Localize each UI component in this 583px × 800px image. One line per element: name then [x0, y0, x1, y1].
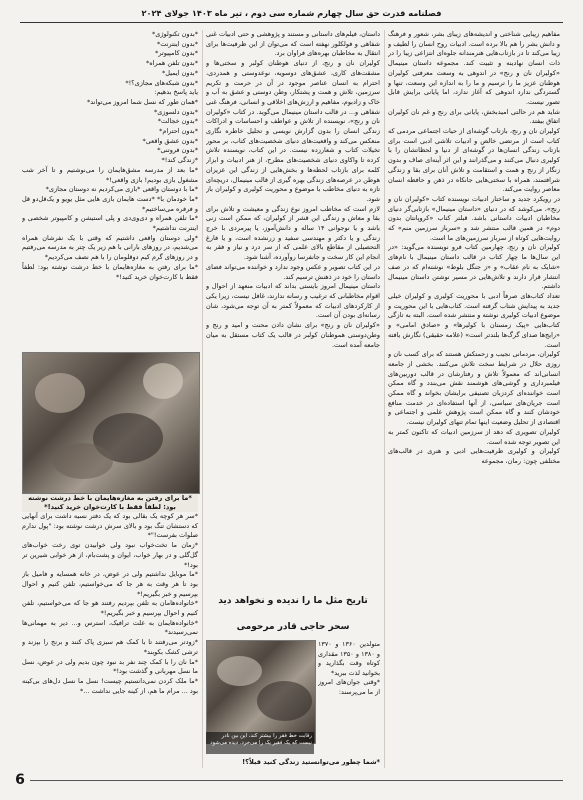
page-header: فصلنامه قدرت حق سال چهارم شماره سی دوم ، تیر ماه ۱۴۰۳ جولای ۲۰۲۴: [20, 6, 563, 23]
article-photo: [206, 640, 316, 744]
paragraph: *بدون تلفن همراه*: [146, 59, 198, 68]
left-column: [22, 30, 198, 350]
article-title: تاریخ مثل ما را ندیده و نخواهد دید: [218, 596, 368, 606]
paragraph: *بدون ایمیل*: [162, 68, 198, 77]
paragraph: *همان طور که نسل شما امروز می‌تواند*: [86, 97, 198, 106]
paragraph: *ما برای رفتن به مغازه‌هایمان با خط درشت نوشته بود: لطفاً فقط با کارت‌خوان خرید کنید!*: [22, 262, 198, 281]
paragraph: در رویکرد جدید و ساختار ادبیات نویسنده کتاب «کولیران نان و رنج»، می‌کوشد که در دنیای «داستان مینیمال» بازتابی‌گر دنیای مخاطبان ادبیات داستانی باشد. قبلتر کتاب «کروپانتان بدون دوم» در همین قالب منتشر شد و «سرباز سرزمین منم» که روایت‌هایی کوتاه از سرباز سرزمین‌های ما است.: [388, 194, 560, 242]
article-photo-caption: رقابت خط فقر را بیشتر کند، این بین نادر نیست که یک فقیر یک را می‌خرد. دیده می‌شود: [206, 732, 314, 754]
paragraph: کولیران نان و رنج، بازتاب گوشه‌ای از حیات اجتماعی مردمی که کتاب است از مرتضی خالص و ادبیات تلاشی ادبی است برای بازتاب زندگی انسان‌ها در گوشه‌ای از دنیا و لحظاتشان را با کولیری دنبال می‌کنند و می‌گذرانند و این اثر آینه‌ای صاف و بدون زنگار از رنج و همت و استقامت و تلاش آنان برای بقا و زندگی شرافتمند، همراه با سختی‌هایی جانکاه در ذهن و حافظه انسان معاصر روایت می‌کند.: [388, 127, 560, 194]
paragraph: کولیران نان و رنج، چهارمین کتاب فرو نویسنده می‌گوید: «در این سال‌ها ما چهار کتاب در قالب داستان مینیمال با نام‌های «شایک به نام عقاب» و «ز جنگل بلوط» نوشته‌ام که در صف انتشار قرار دارند و تلاش‌هایی در مسیر نوشتن داستان مینیمال داشتم.: [388, 243, 560, 291]
paragraph: *بدون عشق واقعی*: [142, 136, 198, 145]
paragraph: *بدون اینترنت*: [156, 39, 198, 48]
paragraph: *ما بعد از مدرسه مشق‌هایمان را می‌نوشتیم و تا آخر شب مشغول بازی بودیم! بازی واقعی!*: [22, 165, 198, 184]
paragraph: *بدون شبکه‌های مجازی؟!*: [125, 78, 198, 87]
right-column: [388, 30, 560, 768]
left-photo-caption: *ما برای رفتن به مغازه‌هایمان با خط درشت نوشته بود: لطفاً فقط با کارت‌خوان خرید کنید!*: [22, 494, 198, 512]
paragraph: در این کتاب تصویر و عکس وجود ندارد و خواننده می‌تواند فضای داستان را خود در ذهنش ترسیم کند.: [206, 262, 380, 281]
paragraph: *ما با دوستان واقعی *بازی می‌کردیم نه دوستان مجازی*: [45, 185, 198, 194]
left-column-bottom: [22, 512, 198, 767]
paragraph: *ولی دوستان واقعی داشتیم که وقتی با یک نفرشان همراه می‌شدیم، در روزهای بارانی با هم زیر یک چتر به مدرسه می‌رفتیم و در روزهای گرم کیم دوقلومان را با هم نصف می‌کردیم*: [22, 233, 198, 262]
paragraph: *بدون دلسوزی*: [154, 107, 198, 116]
paragraph: *زودتر می‌رفتند تا با کمک هم سبزی پاک کنند و برنج را بپزند و ترشی کشک بکوبند*: [22, 638, 198, 656]
column-divider: [202, 30, 203, 768]
paragraph: داستان، فیلم‌های داستانی و مستند و پژوهشی و حتی ادبیات غنی شفاهی و فولکلور نهفته است که می‌توان از این ظرفیت‌ها برای انتقال به مخاطبان بهره‌های فراوان برد.: [206, 30, 380, 58]
paragraph: *زندگی کند!*: [161, 156, 198, 165]
paragraph: *بدون خجالت*: [157, 117, 198, 126]
paragraph: *زمان ما تخت‌خواب نبود ولی خوابیدن توی رخت خواب‌های گل‌گلی و در بهار خواب، ایوان و پشت‌بام، از هر خوابی شیرین تر بود!*: [22, 541, 198, 569]
paragraph: کولیران تصویری که دهد از سرزمین ادبیات که تاکنون کمتر به این تصویر توجه شده است.: [388, 427, 560, 446]
paragraph: *ما ملک کردن نمی‌دانستیم چیست! نسل ما نسل دل‌های بی‌کینه بود ... مرام ما هم، از کینه جایی نداشت ...*: [22, 676, 198, 695]
paragraph: تعداد کتاب‌های صرفاً ادبی با محوریت کولیری و کولیران خیلی جدید به پیدایش شتاب گرفته است. کتاب‌هایی با این محوریت و موضوع ادبیات کولیری نوشته و منتشر شده است. البته به تازگی کتاب‌هایی «پیک زمستان با کولیرها» و «صادق امامی» و «رایج‌ها صدای گرگ‌ها بلندتر است» (علامه حقیقی) نگارش یافته است.: [388, 291, 560, 349]
paragraph: شاید هم در حالتی امیدبخش، پایانی برای رنج و غم نان کولیران اتفاق بیفتد.: [388, 107, 560, 126]
paragraph: *خانواده‌هایمان به علت ترافیک، استرس و... دیر به مهمانی‌ها نمی‌رسیدند*: [22, 618, 198, 637]
paragraph: *ما موبایل نداشتیم ولی در عوض، در خانه همسایه و فامیل باز بود تا هر وقت به هر جا که می‌خواستیم، تلفن کنیم و احوال بپرسیم و خبر بگیریم!*: [22, 570, 198, 598]
paragraph: *سر هر کوچه یک بقالی بود که یک دفتر نسیه داشت برای آنهایی که دستشان تنگ بود و بالای سرش درشت نوشته بود: "پول ندارم صلوات بفرست!"*: [22, 512, 198, 540]
left-photo: [22, 352, 200, 494]
footer-line: [30, 780, 563, 781]
paragraph: *بدون فروتنی*: [157, 146, 198, 155]
article-author: سحر حاجی قادر مرحومی: [236, 622, 350, 632]
paragraph: *بدون احترام*: [159, 127, 198, 136]
paragraph: لازم است که مخاطب امروز نوع زندگی و معیشت و تلاش برای بقا و معاش و زندگی این قشر از کولیران، که ممکن است زنی باشد و یا نوجوانی ۱۴ ساله و دانش‌آموز، یا پیرمردی با خرج زندگی و یا دکتر و مهندسی سفید و زرنشده است، و یا فارغ التحصیلی از مقاطع بالای علمی که از سر درد و نیاز و فقر به انجام این کار سخت و جانفرسا روآورده، آشنا شود.: [206, 204, 380, 262]
paragraph: *ما نان را با کمک چند نفر بد نبود چون بدیم ولی در عوض، نسل ما نسل مهربانی و گذشت بود!*: [22, 657, 198, 676]
page-number: 6: [15, 772, 25, 788]
paragraph: کولیران نان و رنج، از دنیای هوطنان کولبر و سختی‌ها و مشقت‌های کاری، عشق‌های دوسویه، نوعدوستی و همدردی، احترام به انسان عناصر موجود در آن در حرمت و تکریم سرزمین، تلاش و همت و پشتکار، وطن دوستی و عشق به آب و خاک و زادبوم، مفاهیم و ارزش‌های اخلاقی و انسانی، فرهنگ غنی شفاهی و... در قالب داستان مینیمال می‌گوید. در کتاب «کولیران نان و رنج»، نویسنده از تلاش و عواطف و احساسات و ادراکات زندگی انسان را بدون گزارش نویسی و تحلیل خاطره نگاری منعکس می‌کند و واقعیت‌های دنیای شخصیت‌های کتاب، بر محور تخیلات کتاب و شعارزده نیست. در این کتاب، نویسنده تلاش کرده تا واکاوی دنیای شخصیت‌های مطرح، از هنر ادبیات و ابزار کلمه برای بازتاب لحظه‌ها و بخش‌هایی از زندگی این عزیزان هوطن در عرصه‌های زندگی بهره گیری از قالب مینیمال، دریچه‌ای تازه به دنیای مخاطب با موضوع و محوریت کولیری و کولیران باز شود.: [206, 59, 380, 203]
column-divider: [384, 30, 385, 768]
middle-column: [206, 30, 380, 590]
paragraph: متولدین ۱۳۶۰ و ۱۳۷۰ و ۱۳۸۰ و ۱۳۵۰ مقداری کوتاه وقت بگذارید و بخوانید لذت ببرید*: [318, 640, 380, 677]
paragraph: یاید پاسخ بدهیم:: [154, 88, 198, 97]
article-foot: *شما چطور می‌توانستید زندگی کنید قبلاً؟!: [242, 758, 380, 766]
paragraph: *وقتی جوان‌های امروز از ما می‌پرسند:: [318, 678, 380, 696]
paragraph: مفاهیم زیبایی شناختی و اندیشه‌های زیبای بشر، شعور و فرهنگ و دانش بشر را هم بالا برده است. ادبیات روح انسان را لطیف و زیبا می‌کند تا در بازتاب‌هایی هنرمندانه جلوه‌ای انتزاعی زیبا را در ذات انسان نهادینه و تثبیت کند. مجموعه داستان مینیمال «کولیران نان و رنج» در اندوهی به وسعت معرفتی کولیران هوطنان عزیز ما را ترسیم و ما را به اندازه این وسعت، تنها و گستردگی ندارد اندوهی که آغاز ندارد، اما پایانی برایش قابل تصور نیست.: [388, 30, 560, 106]
paragraph: «کولیران نان و رنج» برای نشان دادن محنت و امید و رنج و وطن‌دوستی هموطنان کولبر در قالب یک کتاب مستقل به میان جامعه آمده است.: [206, 321, 380, 349]
paragraph: کولیران و کولیری ظرفیت‌هایی ادبی و هنری در قالب‌های مختلفی چون: رمان، مجموعه: [388, 447, 560, 465]
paragraph: *ما خودمان با* *دست هایمان بازی هایی مثل یویو و یک‌قل‌دو قل و فرفره می‌ساختیم*: [22, 194, 198, 213]
paragraph: کولیران، مردمانی نجیب و زحمتکش هستند که برای کسب نان و روزی حلال در شرایط سخت تلاش می‌کنند. بخشی از جامعه انسانی‌اند که معمولاً تلاش و رفتارشان در قالب دوربین‌های فیلمبرداری و گوشی‌های هوشمند نقش می‌بندد و گاه ممکن است خواننده‌ای کردزبان تصنیفی برایشان بخواند و گاه ممکن است جریان‌های سیاسی، از آنها استفاده‌ای در خدمت منافع خودشان کنند و گاه ممکن است پژوهش علمی و اجتماعی و اقتصادی از تحلیل وضعیت اینها تمام تنهای کولیران نیست.: [388, 350, 560, 427]
paragraph: *بدون تکنولوژی*: [152, 30, 198, 38]
paragraph: *ما تلفن همراه و دی‌وی‌دی و پلی استیشن و کامپیوتر شخصی و اینترنت نداشتیم*: [22, 214, 198, 233]
article-body: [318, 640, 380, 758]
paragraph: داستان مینیمال امروز بایستی بداند که ادبیات منعهد از احوال و اقوام مخاطبانی که ترغیب و رسانه ندارند، غافل نیست، زیرا یکی از کارکردهای ادبیات که معمولاً کمتر به آن توجه می‌شود، شان رسانه‌ای بودن آن است.: [206, 282, 380, 320]
paragraph: *بدون کامپیوتر*: [155, 49, 198, 58]
paragraph: *خانواده‌ها‌مان به تلفن بپردیم رفتند هو جا که می‌خواستیم، تلفن کنیم و احوال بپرسیم و خبر بگیریم!*: [22, 599, 198, 618]
